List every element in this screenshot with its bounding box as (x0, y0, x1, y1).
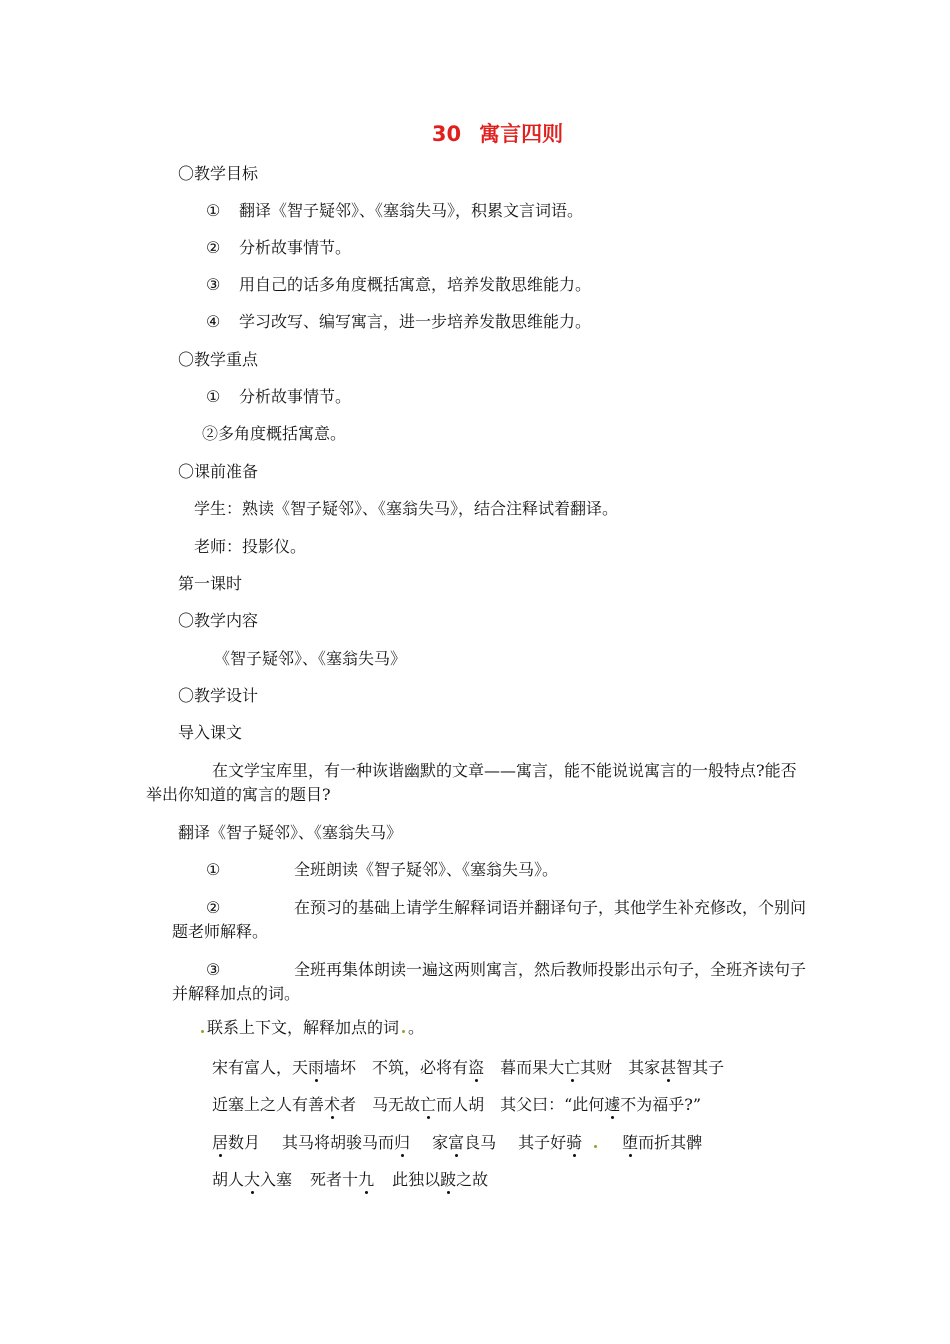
emphasized-char: 跛 (440, 1170, 457, 1189)
step-item: ③ 全班再集体朗读一遍这两则寓言，然后教师投影出示句子，全班齐读句子并解释加点的词。 (172, 960, 807, 1003)
exercise-phrase: 堕而折其髀 (622, 1133, 703, 1152)
lesson-period: 第一课时 (178, 574, 243, 593)
mark-dot (594, 1145, 597, 1148)
preparation-teacher: 老师：投影仪。 (194, 537, 307, 556)
exercise-phrase: 胡人大入塞 (212, 1170, 293, 1189)
emphasized-char: 遽 (604, 1095, 621, 1114)
exercise-phrase: 居数月 (212, 1133, 261, 1152)
mark-dot (402, 1030, 405, 1033)
exercise-phrase: 此独以跛之故 (392, 1170, 489, 1189)
step-item: ① 全班朗读《智子疑邻》、《塞翁失马》。 (206, 860, 559, 879)
exercise-phrase: 其父曰：“此何遽不为福乎?” (500, 1095, 702, 1114)
exercise-row (212, 1057, 724, 1079)
objective-item: ② 分析故事情节。 (206, 238, 352, 257)
translate-heading: 翻译《智子疑邻》、《塞翁失马》 (178, 823, 403, 842)
design-heading: 〇教学设计 (178, 686, 259, 705)
intro-heading: 导入课文 (178, 723, 243, 742)
exercise-row (212, 1169, 488, 1191)
objective-item: ① 翻译《智子疑邻》、《塞翁失马》，积累文言词语。 (206, 201, 584, 220)
page-title (0, 123, 950, 145)
key-point-item: ① 分析故事情节。 (206, 387, 352, 406)
emphasized-char: 九 (358, 1170, 375, 1189)
objective-item: ④ 学习改写、编写寓言，进一步培养发散思维能力。 (206, 312, 592, 331)
emphasized-char: 大 (244, 1170, 261, 1189)
key-points-heading: 〇教学重点 (178, 350, 259, 369)
exercise-phrase: 不筑，必将有盗 (372, 1058, 485, 1077)
emphasized-char: 骑 (566, 1133, 583, 1152)
mark-dot (201, 1030, 204, 1033)
emphasized-char: 堕 (622, 1133, 639, 1152)
step-item: ② 在预习的基础上请学生解释词语并翻译句子，其他学生补充修改，个别问题老师解释。 (172, 898, 807, 941)
content-heading: 〇教学内容 (178, 611, 259, 630)
emphasized-char: 雨 (308, 1058, 325, 1077)
lesson-number: 30 (431, 122, 462, 146)
key-point-item: ②多角度概括寓意。 (202, 424, 347, 443)
exercise-phrase: 其马将胡骏马而归 (282, 1133, 411, 1152)
emphasized-char: 归 (394, 1133, 411, 1152)
emphasized-char: 亡 (420, 1095, 437, 1114)
exercise-row (212, 1094, 701, 1116)
objectives-heading: 〇教学目标 (178, 164, 259, 183)
preparation-heading: 〇课前准备 (178, 462, 259, 481)
exercise-phrase: 近塞上之人有善术者 (212, 1095, 357, 1114)
objective-item: ③ 用自己的话多角度概括寓意，培养发散思维能力。 (206, 275, 592, 294)
preparation-student: 学生：熟读《智子疑邻》、《塞翁失马》，结合注释试着翻译。 (194, 499, 619, 518)
exercise-phrase: 宋有富人，天雨墙坏 (212, 1058, 357, 1077)
exercise-heading: 联系上下文，解释加点的词 。 (198, 1017, 424, 1039)
emphasized-char: 盗 (468, 1058, 485, 1077)
exercise-phrase: 家富良马 (432, 1133, 497, 1152)
exercise-phrase: 其子好骑 (518, 1133, 583, 1152)
emphasized-char: 居 (212, 1133, 229, 1152)
intro-paragraph: 在文学宝库里，有一种诙谐幽默的文章——寓言，能不能说说寓言的一般特点?能否举出你知道的寓言的题目? (146, 761, 797, 804)
exercise-phrase: 暮而果大亡其财 (500, 1058, 613, 1077)
emphasized-char: 术 (324, 1095, 341, 1114)
emphasized-char: 亡 (564, 1058, 581, 1077)
emphasized-char: 甚 (660, 1058, 677, 1077)
exercise-phrase: 马无故亡而人胡 (372, 1095, 485, 1114)
exercise-phrase: 死者十九 (310, 1170, 375, 1189)
emphasized-char: 富 (448, 1133, 465, 1152)
exercise-row (212, 1132, 702, 1154)
exercise-phrase: 其家甚智其子 (628, 1058, 725, 1077)
content-text: 《智子疑邻》、《塞翁失马》 (214, 649, 407, 668)
lesson-title: 寓言四则 (479, 122, 564, 146)
